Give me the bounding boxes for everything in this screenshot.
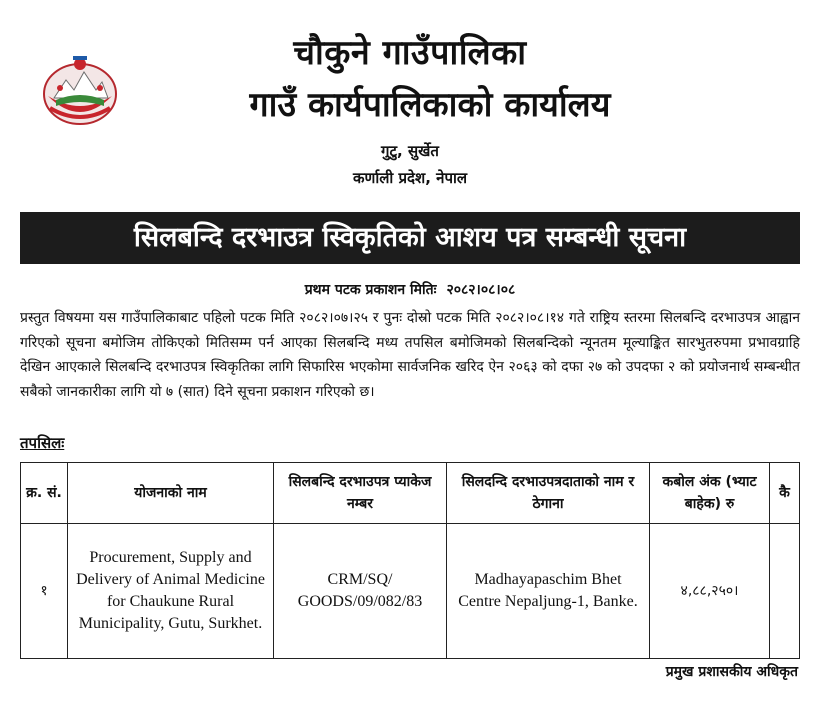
details-label: तपसिलः (20, 434, 65, 452)
cell-package-number: CRM/SQ/ GOODS/09/082/83 (274, 524, 447, 659)
header-amount: कबोल अंक (भ्याट बाहेक) रु (650, 463, 770, 524)
cell-remarks (770, 524, 800, 659)
header-package-number: सिलबन्दि दरभाउपत्र प्याकेज नम्बर (274, 463, 447, 524)
first-publication-label: प्रथम पटक प्रकाशन मितिः (304, 282, 437, 298)
signature-title: प्रमुख प्रशासकीय अधिकृत (665, 664, 798, 680)
address-line-2: कर्णाली प्रदेश, नेपाल (352, 169, 468, 187)
first-publication-date (0, 280, 820, 299)
office-name: गाउँ कार्यपालिकाको कार्यालय (249, 85, 611, 125)
notice-title-banner: सिलबन्दि दरभाउत्र स्विकृतिको आशय पत्र सम्बन्धी सूचना (20, 212, 800, 264)
cell-bidder: Madhayapaschim Bhet Centre Nepaljung-1, Banke. (447, 524, 650, 659)
cell-serial: १ (21, 524, 68, 659)
address-line-1: गुटु, सुर्खेत (381, 142, 439, 160)
header-serial: क्र. सं. (21, 463, 68, 524)
table-row (21, 524, 800, 659)
cell-project-name: Procurement, Supply and Delivery of Animal Medicine for Chaukune Rural Municipality, Gutu, Surkhet. (68, 524, 274, 659)
header-remarks: कै (770, 463, 800, 524)
bid-details-table (20, 462, 800, 659)
municipality-name: चौकुने गाउँपालिका (293, 33, 527, 73)
table-header-row (21, 463, 800, 524)
header-bidder: सिलदन्दि दरभाउपत्रदाताको नाम र ठेगाना (447, 463, 650, 524)
notice-header (0, 0, 820, 205)
header-project-name: योजनाको नाम (68, 463, 274, 524)
first-publication-value: २०८२।०८।०८ (446, 282, 516, 298)
notice-body: प्रस्तुत विषयमा यस गाउँपालिकाबाट पहिलो पटक मिति २०८२।०७।२५ र पुनः दोस्रो पटक मिति २०८२।०८।१४ गते राष्ट्रिय स्तरमा सिलबन्दि दरभाउपत्र आह्वान गरिएको सूचना बमोजिम तोकिएको मितिसम्म पर्न आएका सिलबन्दि मध्य तपसिल बमोजिमको सिलबन्दिको न्यूनतम मूल्याङ्कित सारभुतरुपमा प्रभावग्राहि देखिन आएकाले सिलबन्दि दरभाउपत्र स्विकृतिका लागि सिफारिस भएकोमा सार्वजनिक खरिद ऐन २०६३ को दफा २७ को उपदफा २ को प्रयोजनार्थ सम्बन्धीत सबैको जानकारीका लागि यो ७ (सात) दिने सूचना प्रकाशन गरिएको छ। (20, 310, 800, 400)
cell-amount: ४,८८,२५०। (650, 524, 770, 659)
